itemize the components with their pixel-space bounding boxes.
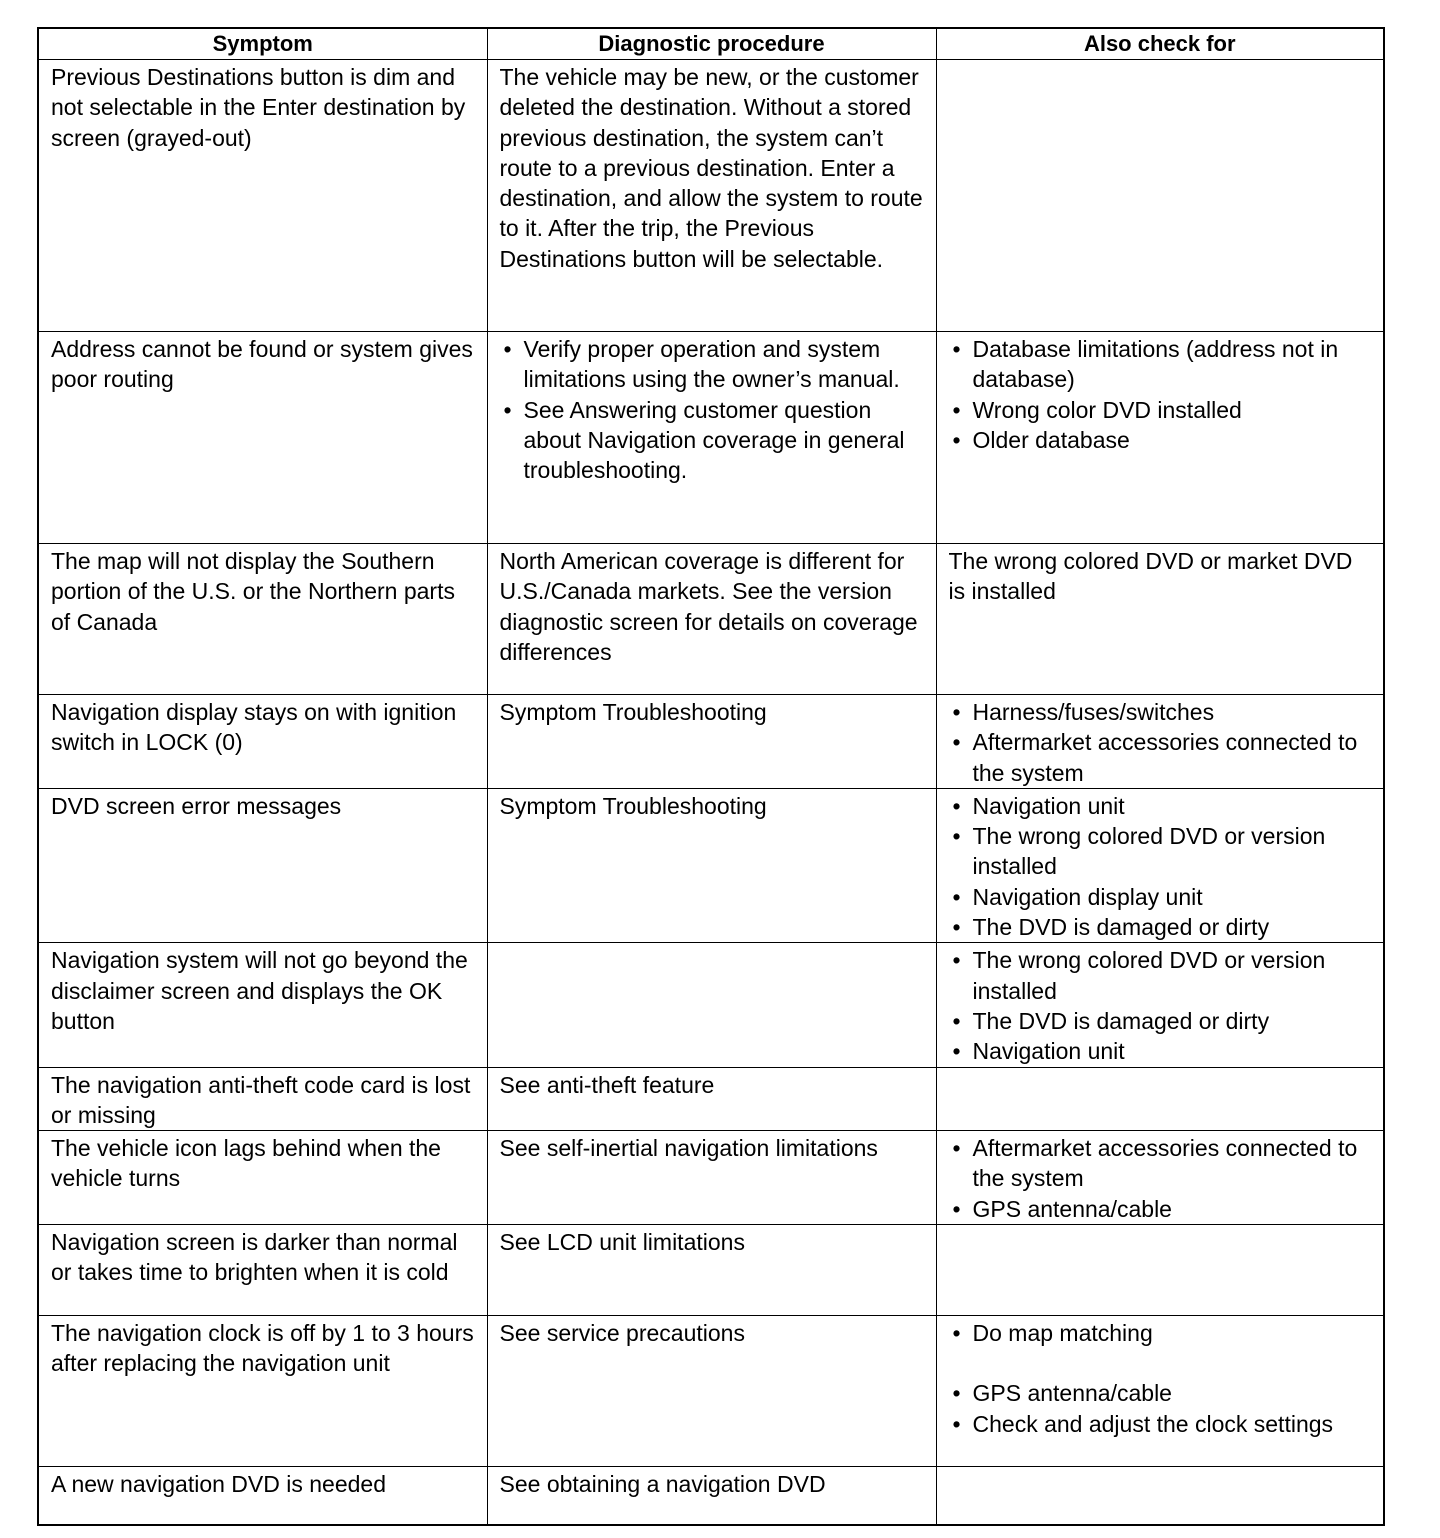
symptom-text: DVD screen error messages xyxy=(51,792,342,819)
also-check-bullet-item: • Check and adjust the clock settings xyxy=(949,1409,1374,1439)
symptom-cell xyxy=(38,943,487,1067)
table-row xyxy=(38,695,1384,789)
symptom-cell xyxy=(38,332,487,544)
procedure-cell xyxy=(487,544,936,695)
also-check-bullet-list xyxy=(949,1318,1374,1439)
procedure-text: The vehicle may be new, or the customer deleted the destination. Without a stored previous destination, the system can’t route to a previous destination. Enter a destination, and allow the system to route to it. After the trip, the Previous Destinations button will be selectable. xyxy=(499,64,923,272)
procedure-text: Symptom Troubleshooting xyxy=(499,792,767,819)
table-row xyxy=(38,1225,1384,1316)
procedure-bullet-list xyxy=(500,334,926,485)
also-check-bullet-item: • Aftermarket accessories connected to the system xyxy=(949,1133,1374,1194)
symptom-cell xyxy=(38,1316,487,1467)
procedure-cell xyxy=(487,943,936,1067)
procedure-cell xyxy=(487,1067,936,1131)
troubleshooting-table xyxy=(37,27,1385,1526)
procedure-cell xyxy=(487,1131,936,1225)
header-also-check-for: Also check for xyxy=(936,28,1384,60)
procedure-cell xyxy=(487,1225,936,1316)
procedure-text: North American coverage is different for U.S./Canada markets. See the version diagnostic screen for details on coverage differences xyxy=(499,548,918,665)
symptom-cell xyxy=(38,544,487,695)
also-check-bullet-item: • GPS antenna/cable xyxy=(949,1378,1374,1408)
symptom-text: The vehicle icon lags behind when the vehicle turns xyxy=(51,1135,441,1192)
symptom-cell xyxy=(38,1467,487,1525)
also-check-bullet-list xyxy=(949,697,1374,788)
also-check-bullet-item: • Navigation unit xyxy=(949,791,1374,821)
symptom-text: The map will not display the Southern portion of the U.S. or the Northern parts of Canada xyxy=(51,548,455,635)
also-check-bullet-item: • Database limitations (address not in database) xyxy=(949,334,1374,395)
procedure-text: See self-inertial navigation limitations xyxy=(499,1135,878,1162)
table-row xyxy=(38,1316,1384,1467)
also-check-cell xyxy=(936,943,1384,1067)
table-row xyxy=(38,788,1384,942)
symptom-cell xyxy=(38,788,487,942)
symptom-cell xyxy=(38,695,487,789)
procedure-text: See service precautions xyxy=(499,1320,745,1347)
also-check-cell xyxy=(936,1316,1384,1467)
symptom-text: Address cannot be found or system gives poor routing xyxy=(51,336,473,393)
also-check-cell xyxy=(936,332,1384,544)
table-row xyxy=(38,332,1384,544)
also-check-cell xyxy=(936,60,1384,332)
also-check-bullet-item: • Aftermarket accessories connected to the system xyxy=(949,727,1374,788)
also-check-bullet-item: • Harness/fuses/switches xyxy=(949,697,1374,727)
procedure-cell xyxy=(487,788,936,942)
symptom-text: Navigation system will not go beyond the disclaimer screen and displays the OK button xyxy=(51,947,468,1034)
table-row xyxy=(38,943,1384,1067)
symptom-text: A new navigation DVD is needed xyxy=(51,1471,386,1498)
also-check-bullet-item: • The wrong colored DVD or version installed xyxy=(949,821,1374,882)
also-check-bullet-item: • Navigation unit xyxy=(949,1036,1374,1066)
also-check-bullet-item: • Navigation display unit xyxy=(949,882,1374,912)
procedure-cell xyxy=(487,1316,936,1467)
symptom-cell xyxy=(38,1131,487,1225)
procedure-bullet-item: • See Answering customer question about Navigation coverage in general troubleshooting. xyxy=(500,395,926,486)
table-body xyxy=(38,60,1384,1525)
symptom-text: Navigation screen is darker than normal or takes time to brighten when it is cold xyxy=(51,1229,458,1286)
symptom-cell xyxy=(38,1067,487,1131)
also-check-cell xyxy=(936,1467,1384,1525)
symptom-text: Navigation display stays on with ignition switch in LOCK (0) xyxy=(51,699,457,756)
procedure-text: See LCD unit limitations xyxy=(499,1229,745,1256)
also-check-bullet-list xyxy=(949,945,1374,1066)
also-check-cell xyxy=(936,788,1384,942)
procedure-cell xyxy=(487,60,936,332)
procedure-text: See obtaining a navigation DVD xyxy=(499,1471,826,1498)
also-check-bullet-item: • Older database xyxy=(949,425,1374,455)
procedure-bullet-item: • Verify proper operation and system limitations using the owner’s manual. xyxy=(500,334,926,395)
also-check-bullet-item: • The wrong colored DVD or version installed xyxy=(949,945,1374,1006)
also-check-bullet-list xyxy=(949,791,1374,942)
also-check-bullet-item: • The DVD is damaged or dirty xyxy=(949,1006,1374,1036)
symptom-text: Previous Destinations button is dim and not selectable in the Enter destination by screen (grayed-out) xyxy=(51,64,466,151)
also-check-bullet-item: • Do map matching xyxy=(949,1318,1374,1348)
procedure-text: Symptom Troubleshooting xyxy=(499,699,767,725)
symptom-text: The navigation clock is off by 1 to 3 hours after replacing the navigation unit xyxy=(51,1320,474,1377)
also-check-cell xyxy=(936,1225,1384,1316)
symptom-cell xyxy=(38,1225,487,1316)
also-check-text: The wrong colored DVD or market DVD is installed xyxy=(948,548,1353,605)
procedure-text: See anti-theft feature xyxy=(499,1071,715,1098)
table-row xyxy=(38,544,1384,695)
table-row xyxy=(38,1131,1384,1225)
also-check-bullet-item: • GPS antenna/cable xyxy=(949,1194,1374,1224)
also-check-bullet-item: • The DVD is damaged or dirty xyxy=(949,912,1374,942)
diagnostic-page xyxy=(37,27,1385,1526)
table-row xyxy=(38,1067,1384,1131)
also-check-cell xyxy=(936,1131,1384,1225)
table-row xyxy=(38,1467,1384,1525)
also-check-cell xyxy=(936,544,1384,695)
header-diagnostic-procedure: Diagnostic procedure xyxy=(487,28,936,60)
table-row xyxy=(38,60,1384,332)
also-check-bullet-item: • Wrong color DVD installed xyxy=(949,395,1374,425)
also-check-bullet-list xyxy=(949,1133,1374,1224)
also-check-cell xyxy=(936,1067,1384,1131)
symptom-text: The navigation anti-theft code card is lost or missing xyxy=(51,1071,471,1128)
symptom-cell xyxy=(38,60,487,332)
header-symptom: Symptom xyxy=(38,28,487,60)
procedure-cell xyxy=(487,332,936,544)
also-check-cell xyxy=(936,695,1384,789)
table-header-row xyxy=(38,28,1384,60)
procedure-cell xyxy=(487,1467,936,1525)
procedure-cell xyxy=(487,695,936,789)
also-check-bullet-list xyxy=(949,334,1374,455)
